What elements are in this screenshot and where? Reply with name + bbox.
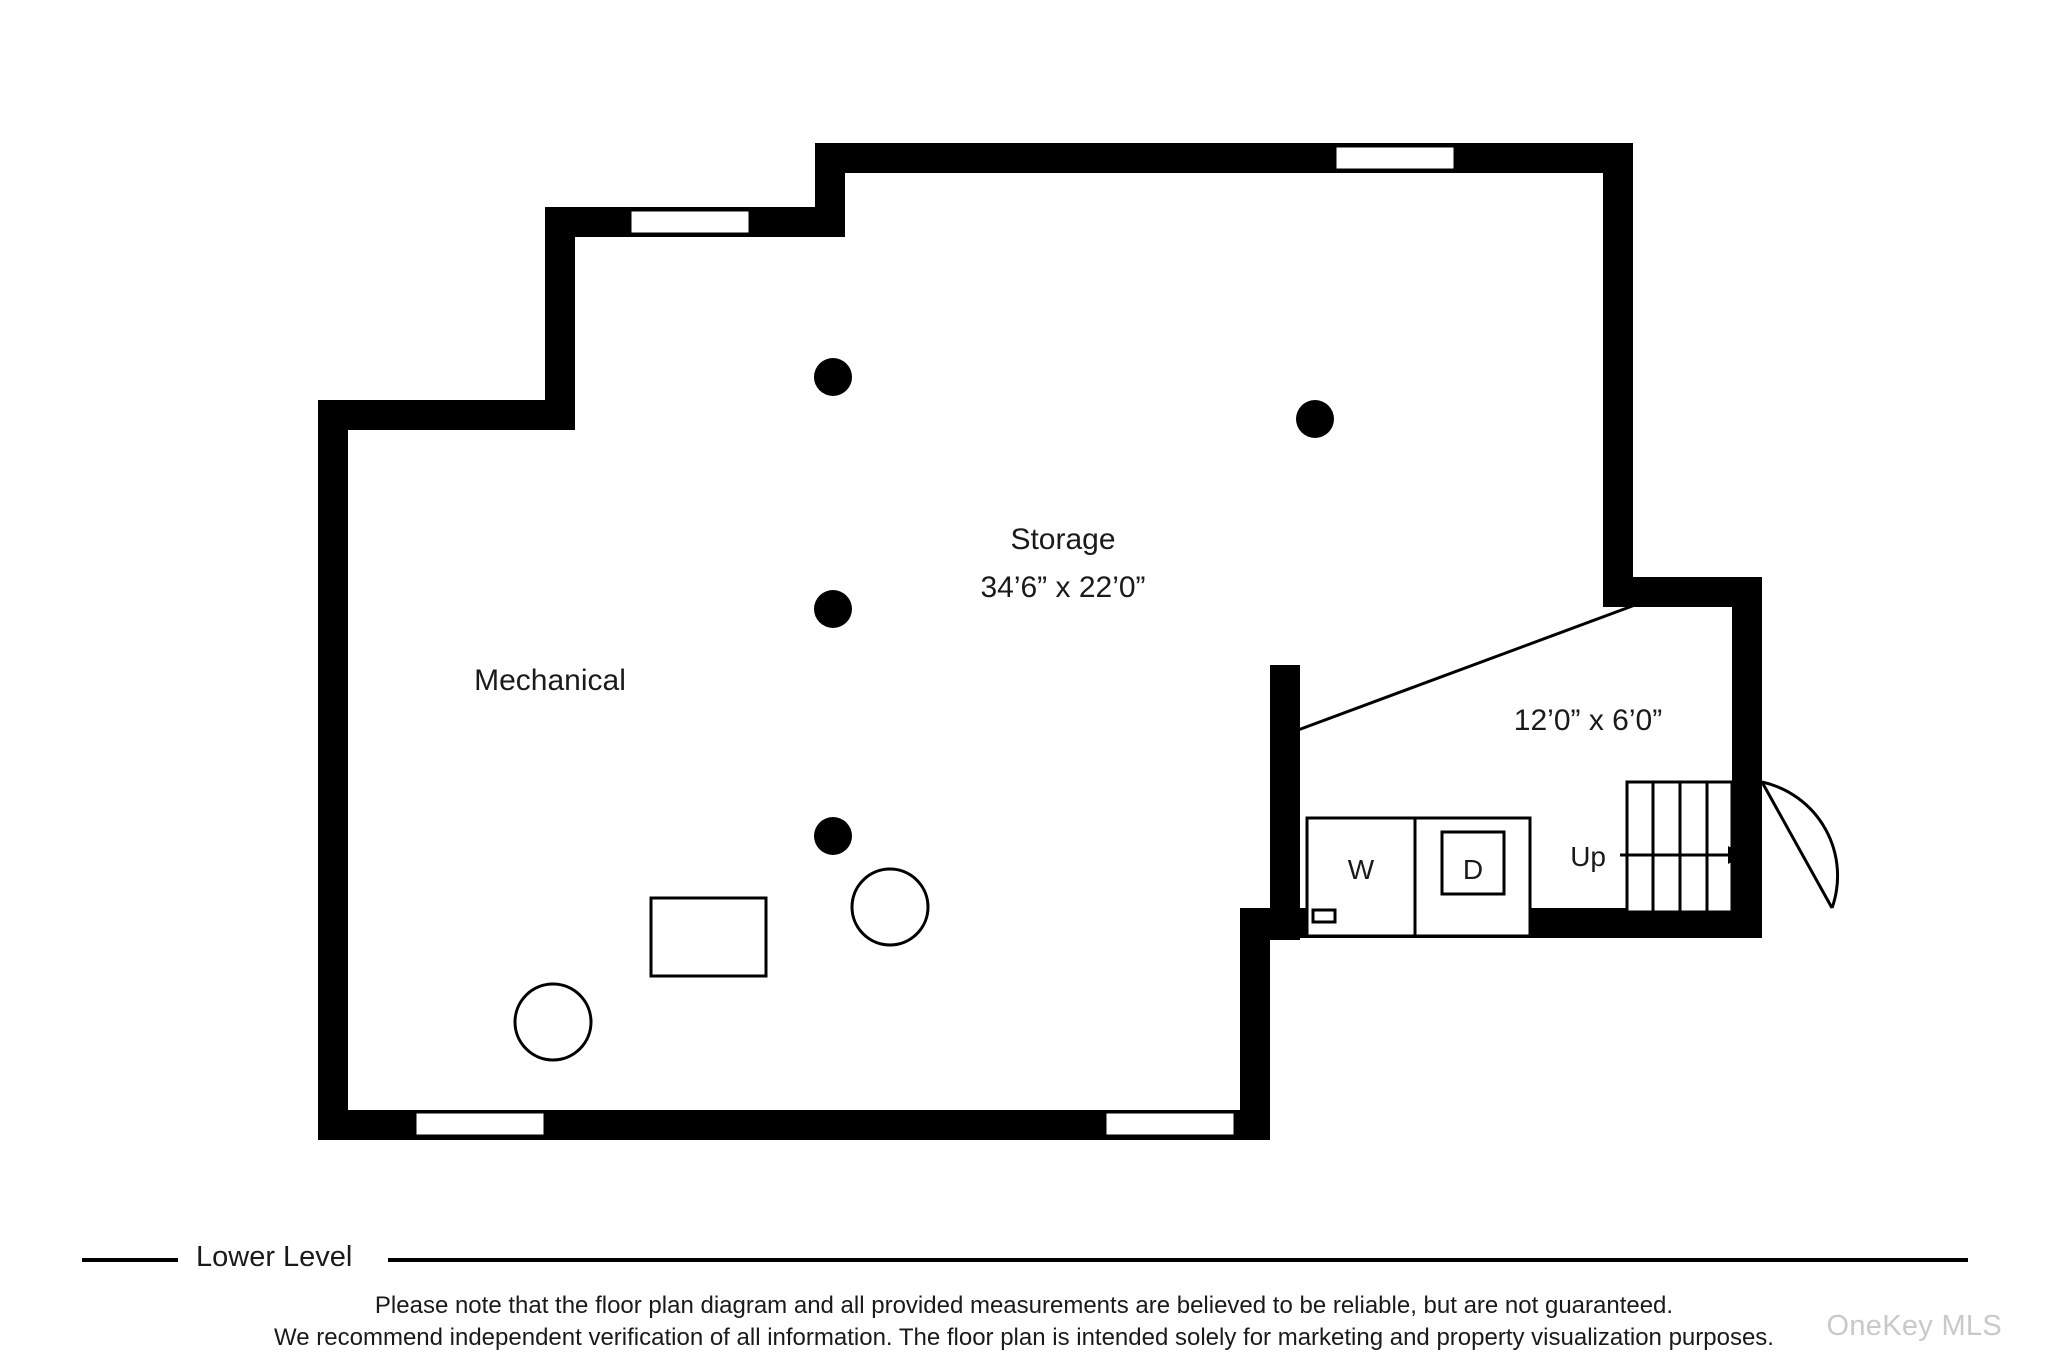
- stairs-direction-label: Up: [1570, 841, 1606, 872]
- room-dimension-laundry: 12’0” x 6’0”: [1513, 704, 1663, 737]
- watermark-onekey-mls: OneKey MLS: [1826, 1310, 2002, 1342]
- disclaimer-line-2: We recommend independent verification of all information. The floor plan is intended solely for marketing and property visualization purposes.: [274, 1324, 1774, 1352]
- level-rule-right: [388, 1258, 1968, 1262]
- window-bottom-right: [1105, 1112, 1235, 1136]
- interior-partition-wall: [1270, 665, 1300, 940]
- disclaimer-line-1: Please note that the floor plan diagram and all provided measurements are believed to be reliable, but are not guaranteed.: [374, 1292, 1674, 1319]
- level-rule-left: [82, 1258, 178, 1262]
- level-title: Lower Level: [196, 1241, 353, 1273]
- room-label-mechanical: Mechanical: [474, 664, 626, 697]
- column-dots: [814, 358, 1334, 855]
- dryer-label: D: [1462, 854, 1484, 885]
- washer-label: W: [1347, 854, 1375, 885]
- staircase: [1620, 782, 1745, 912]
- window-bottom-left: [415, 1112, 545, 1136]
- room-dimension-storage: 34’6” x 22’0”: [980, 571, 1146, 604]
- mechanical-equipment: [515, 869, 928, 1060]
- disclaimer: [0, 1290, 2048, 1355]
- exterior-door-swing: [1762, 782, 1838, 908]
- window-top-right: [1335, 146, 1455, 170]
- room-label-storage: Storage: [1010, 523, 1116, 556]
- window-top-left: [630, 210, 750, 234]
